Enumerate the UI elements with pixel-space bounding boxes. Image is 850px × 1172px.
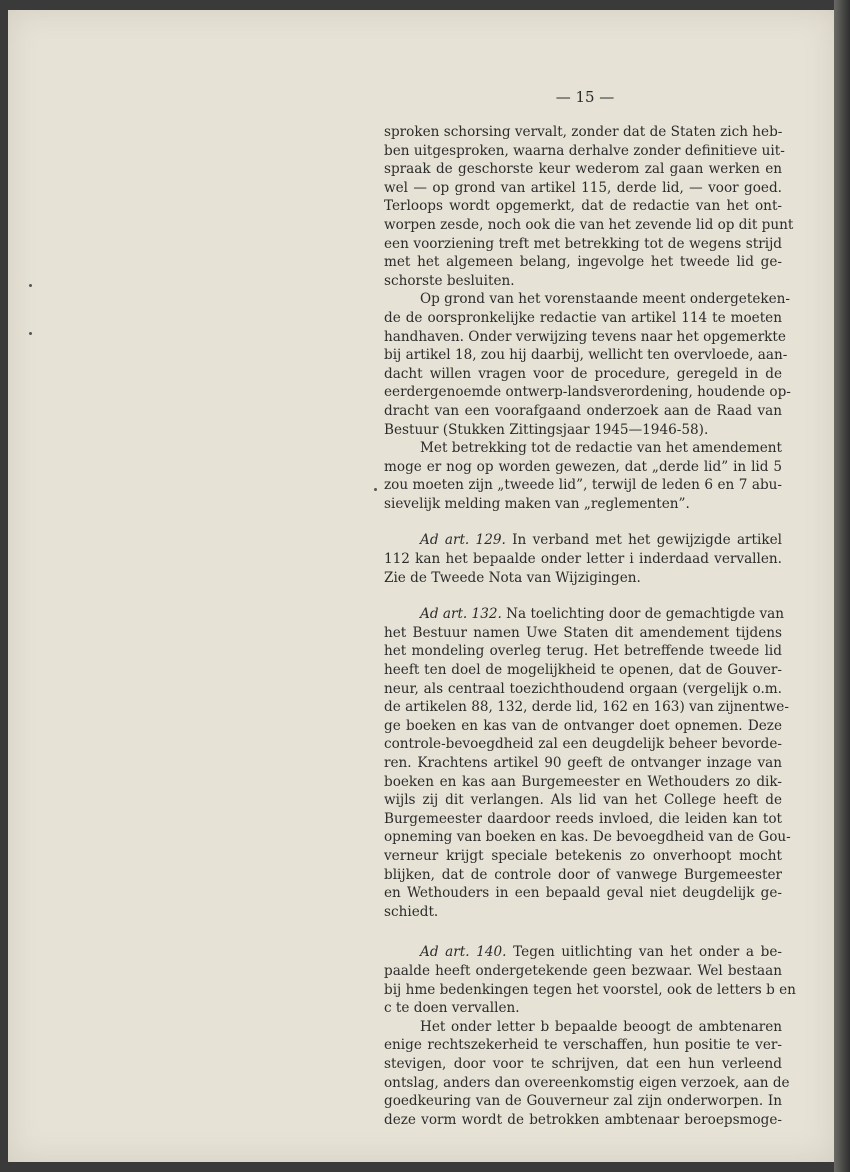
text-line: wel — op grond van artikel 115, derde lid, — voor goed. — [384, 179, 782, 196]
page-number: — 15 — — [555, 88, 615, 106]
paragraph-gap — [384, 921, 782, 943]
text-line: Terloops wordt opgemerkt, dat de redactie van het ont- — [384, 198, 782, 215]
text-line: blijken, dat de controle door of vanwege Burgemeester — [384, 866, 782, 883]
text-line: ben uitgesproken, waarna derhalve zonder definitieve uit- — [384, 142, 785, 159]
text-line: worpen zesde, noch ook die van het zevende lid op dit punt — [384, 216, 794, 233]
text-line: schiedt. — [384, 903, 439, 920]
text-line: 112 kan het bepaalde onder letter i inderdaad vervallen. — [384, 551, 782, 568]
text-fragment: Tegen uitlichting van het onder a be- — [506, 944, 782, 961]
article-reference: Ad art. 129. — [420, 532, 506, 549]
text-line: bij artikel 18, zou hij daarbij, wellicht ten overvloede, aan- — [384, 347, 788, 364]
text-line: ontslag, anders dan overeenkomstig eigen verzoek, aan de — [384, 1074, 790, 1091]
paragraph-ad-art-129 — [384, 531, 782, 587]
text-line: Zie de Tweede Nota van Wijzigingen. — [384, 569, 641, 586]
text-line: Burgemeester daardoor reeds invloed, die leiden kan tot — [384, 810, 782, 827]
text-line: neur, als centraal toezichthoudend orgaan (vergelijk o.m. — [384, 680, 782, 697]
text-line — [384, 605, 782, 624]
text-line: een voorziening treft met betrekking tot de wegens strijd — [384, 235, 782, 252]
text-line: bij hme bedenkingen tegen het voorstel, ook de letters b en — [384, 981, 796, 998]
text-line: opneming van boeken en kas. De bevoegdheid van de Gou- — [384, 829, 791, 846]
paragraph-ad-art-132 — [384, 605, 791, 921]
text-line: goedkeuring van de Gouverneur zal zijn onderworpen. In — [384, 1093, 782, 1110]
text-line: sproken schorsing vervalt, zonder dat de Staten zich heb- — [384, 124, 783, 140]
text-line: controle-bevoegdheid zal een deugdelijk beheer bevorde- — [384, 736, 782, 753]
text-line: Met betrekking tot de redactie van het amendement — [420, 440, 782, 457]
paragraph-gap — [384, 513, 782, 531]
text-line: verneur krijgt speciale betekenis zo onverhoopt mocht — [384, 847, 782, 864]
text-line: deze vorm wordt de betrokken ambtenaar beroepsmoge- — [384, 1111, 782, 1128]
text-line: Bestuur (Stukken Zittingsjaar 1945—1946-58). — [384, 421, 709, 438]
text-line: ge boeken en kas van de ontvanger doet opnemen. Deze — [384, 717, 782, 734]
text-line: het Bestuur namen Uwe Staten dit amendement tijdens — [384, 624, 782, 641]
article-reference: Ad art. 140. — [420, 944, 507, 961]
text-line: enige rechtszekerheid te verschaffen, hun positie te ver- — [384, 1037, 782, 1054]
text-line — [384, 943, 782, 962]
margin-speck — [374, 488, 377, 491]
text-line: en Wethouders in een bepaald geval niet deugdelijk ge- — [384, 885, 782, 902]
text-line: spraak de geschorste keur wederom zal gaan werken en — [384, 161, 782, 178]
text-line: heeft ten doel de mogelijkheid te openen, dat de Gouver- — [384, 662, 782, 679]
text-line: de artikelen 88, 132, derde lid, 162 en 163) van zijnentwe- — [384, 699, 789, 716]
text-line: ren. Krachtens artikel 90 geeft de ontvanger inzage van — [384, 755, 782, 771]
paragraph — [384, 290, 791, 439]
paragraph-gap — [384, 587, 782, 605]
paragraph-ad-art-140 — [384, 943, 796, 1017]
paragraph — [384, 439, 782, 513]
text-line: de de oorspronkelijke redactie van artikel 114 te moeten — [384, 309, 782, 326]
text-line: c te doen vervallen. — [384, 1000, 520, 1017]
article-reference: Ad art. 132. — [420, 606, 502, 623]
paragraph — [384, 1018, 790, 1130]
text-line: paalde heeft ondergetekende geen bezwaar. Wel bestaan — [384, 962, 782, 979]
text-line: eerdergenoemde ontwerp-landsverordening, houdende op- — [384, 384, 791, 401]
text-line: met het algemeen belang, ingevolge het tweede lid ge- — [384, 254, 782, 271]
text-line: boeken en kas aan Burgemeester en Wethouders zo dik- — [384, 773, 782, 790]
paragraph — [384, 123, 794, 290]
text-line: stevigen, door voor te schrijven, dat een hun verleend — [384, 1055, 782, 1072]
text-fragment: Na toelichting door de gemachtigde van — [501, 606, 784, 623]
text-line: het mondeling overleg terug. Het betreffende tweede lid — [384, 643, 782, 660]
text-line: Op grond van het vorenstaande meent ondergeteken- — [420, 291, 790, 308]
text-line — [384, 531, 782, 550]
text-line: schorste besluiten. — [384, 272, 515, 289]
text-line: Het onder letter b bepaalde beoogt de ambtenaren — [420, 1018, 782, 1035]
text-line: wijls zij dit verlangen. Als lid van het College heeft de — [384, 792, 782, 809]
text-line: zou moeten zijn „tweede lid”, terwijl de leden 6 en 7 abu- — [384, 477, 782, 494]
text-line: dracht van een voorafgaand onderzoek aan de Raad van — [384, 402, 782, 419]
text-fragment: In verband met het gewijzigde artikel — [505, 532, 782, 549]
page-edge-shadow — [834, 0, 850, 1172]
text-line: handhaven. Onder verwijzing tevens naar het opgemerkte — [384, 328, 786, 345]
text-line: sievelijk melding maken van „reglementen”. — [384, 495, 690, 512]
text-line: moge er nog op worden gewezen, dat „derde lid” in lid 5 — [384, 458, 782, 475]
margin-speck — [29, 284, 32, 287]
document-body — [384, 123, 796, 1129]
margin-speck — [29, 332, 32, 335]
text-line: dacht willen vragen voor de procedure, geregeld in de — [384, 365, 782, 382]
